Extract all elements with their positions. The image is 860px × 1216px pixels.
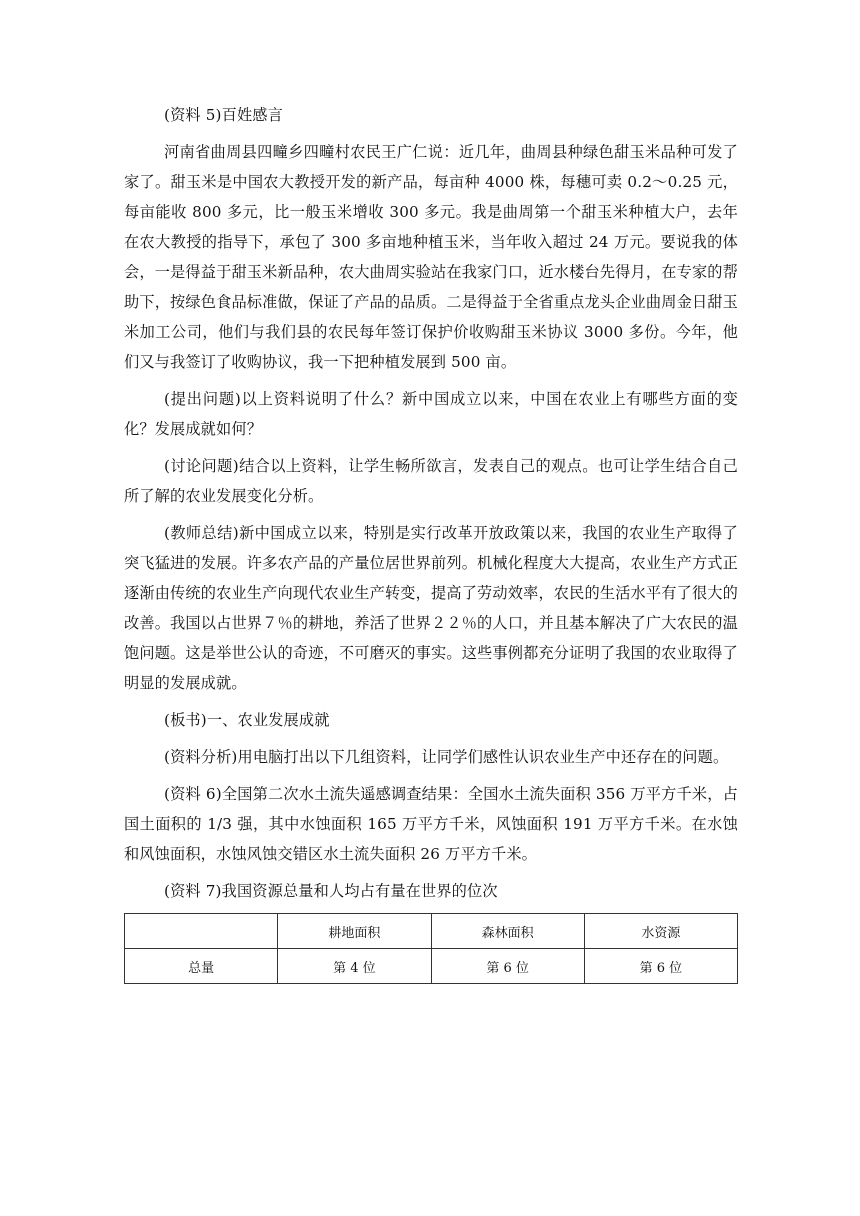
- paragraph-discussion: (讨论问题)结合以上资料，让学生畅所欲言，发表自己的观点。也可让学生结合自己所了解的农业发展变化分析。: [124, 457, 738, 505]
- paragraph-raise-question: (提出问题)以上资料说明了什么？新中国成立以来，中国在农业上有哪些方面的变化？发展成就如何？: [124, 390, 738, 438]
- table-header-cell: [125, 914, 278, 949]
- table-cell: 第 4 位: [278, 949, 431, 984]
- paragraph-material-5-title: (资料 5)百姓感言: [164, 106, 283, 124]
- paragraph-farmer-testimony: 河南省曲周县四疃乡四疃村农民王广仁说：近几年，曲周县种绿色甜玉米品种可发了家了。甜玉米是中国农大教授开发的新产品，每亩种 4000 株，每穗可卖 0.2～0.25 元，每亩能收 800 多元，比一般玉米增收 300 多元。我是曲周第一个甜玉米种植大户，去年在农大教授的指导下，承包了 300 多亩地种植玉米，当年收入超过 24 万元。要说我的体会，一是得益于甜玉米新品种，农大曲周实验站在我家门口，近水楼台先得月，在专家的帮助下，按绿色食品标准做，保证了产品的品质。二是得益于全省重点龙头企业曲周金日甜玉米加工公司，他们与我们县的农民每年签订保护价收购甜玉米协议 3000 多份。今年，他们又与我签订了收购协议，我一下把种植发展到 500 亩。: [124, 143, 738, 371]
- table-cell: 第 6 位: [584, 949, 737, 984]
- paragraph-material-analysis: (资料分析)用电脑打出以下几组资料，让同学们感性认识农业生产中还存在的问题。: [164, 748, 729, 766]
- table-header-cell: 水资源: [584, 914, 737, 949]
- table-header-cell: 耕地面积: [278, 914, 431, 949]
- table-row: [125, 949, 738, 984]
- table-cell: 第 6 位: [431, 949, 584, 984]
- paragraph-teacher-summary: (教师总结)新中国成立以来，特别是实行改革开放政策以来，我国的农业生产取得了突飞猛进的发展。许多农产品的产量位居世界前列。机械化程度大大提高，农业生产方式正逐渐由传统的农业生产向现代农业生产转变，提高了劳动效率，农民的生活水平有了很大的改善。我国以占世界７％的耕地，养活了世界２２％的人口，并且基本解决了广大农民的温饱问题。这是举世公认的奇迹，不可磨灭的事实。这些事例都充分证明了我国的农业取得了明显的发展成就。: [124, 524, 738, 692]
- paragraph-material-7-title: (资料 7)我国资源总量和人均占有量在世界的位次: [164, 882, 498, 900]
- resource-rank-table: [124, 913, 738, 984]
- paragraph-blackboard: (板书)一、农业发展成就: [164, 711, 330, 729]
- table-header-cell: 森林面积: [431, 914, 584, 949]
- table-cell: 总量: [125, 949, 278, 984]
- table-header-row: [125, 914, 738, 949]
- document-page: [124, 100, 738, 984]
- paragraph-material-6: (资料 6)全国第二次水土流失遥感调查结果：全国水土流失面积 356 万平方千米，占国土面积的 1/3 强，其中水蚀面积 165 万平方千米，风蚀面积 191 万平方千米。在水蚀和风蚀面积，水蚀风蚀交错区水土流失面积 26 万平方千米。: [124, 785, 738, 863]
